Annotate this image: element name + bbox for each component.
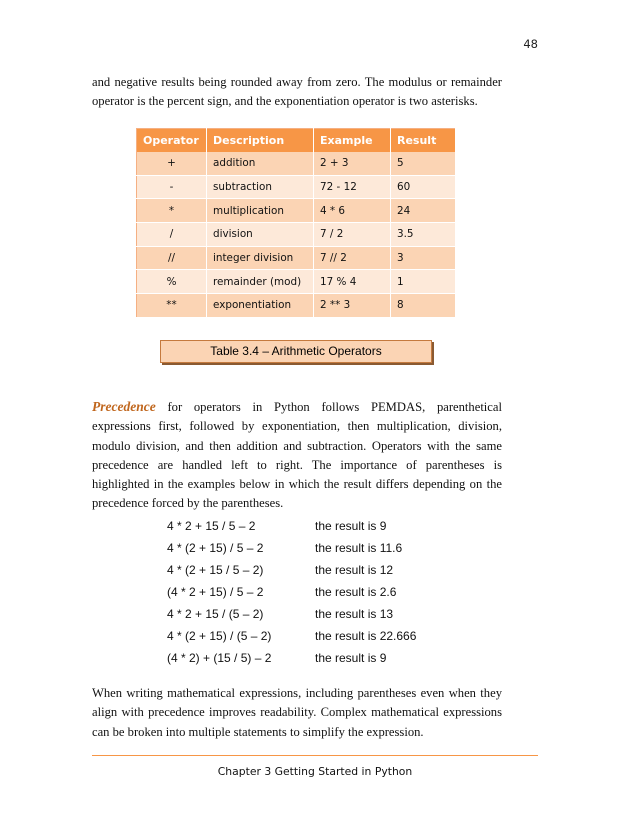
header-operator: Operator	[137, 129, 207, 153]
cell-description: division	[207, 223, 314, 247]
cell-operator: **	[137, 294, 207, 318]
cell-description: multiplication	[207, 199, 314, 223]
example-result: the result is 22.666	[315, 629, 417, 643]
intro-paragraph: and negative results being rounded away from zero. The modulus or remainder operator is the percent sign, and the exponentiation operator is two asterisks.	[92, 75, 502, 109]
cell-operator: +	[137, 152, 207, 175]
cell-operator: %	[137, 270, 207, 294]
cell-example: 17 % 4	[314, 270, 391, 294]
example-result: the result is 13	[315, 607, 394, 621]
cell-result: 60	[391, 175, 456, 199]
cell-result: 3	[391, 246, 456, 270]
cell-result: 5	[391, 152, 456, 175]
precedence-text: for operators in Python follows PEMDAS, parenthetical expressions first, followed by exponentiation, then multiplication, division, modulo division, and then addition and subtraction. Operators with the same precedence are handled left to right. The importance of parentheses is highlighted in the examples below in which the result differs depending on the precedence forced by the parentheses.	[92, 400, 502, 511]
header-result: Result	[391, 129, 456, 153]
table-row	[137, 246, 456, 270]
page-footer: Chapter 3 Getting Started in Python	[217, 765, 413, 778]
cell-description: remainder (mod)	[207, 270, 314, 294]
example-row	[167, 537, 467, 559]
example-result: the result is 9	[315, 651, 387, 665]
example-result: the result is 12	[315, 563, 394, 577]
example-expression: 4 * (2 + 15 / 5 – 2)	[167, 563, 264, 577]
example-result: the result is 9	[315, 519, 387, 533]
precedence-term: Precedence	[92, 399, 156, 414]
example-expression: (4 * 2) + (15 / 5) – 2	[167, 651, 272, 665]
cell-example: 2 ** 3	[314, 294, 391, 318]
cell-example: 2 + 3	[314, 152, 391, 175]
example-row	[167, 559, 467, 581]
cell-description: exponentiation	[207, 294, 314, 318]
precedence-examples	[167, 515, 467, 669]
header-example: Example	[314, 129, 391, 153]
example-row	[167, 603, 467, 625]
cell-operator: //	[137, 246, 207, 270]
cell-operator: *	[137, 199, 207, 223]
example-expression: (4 * 2 + 15) / 5 – 2	[167, 585, 264, 599]
closing-paragraph: When writing mathematical expressions, including parentheses even when they align with precedence improves readability. Complex mathematical expressions can be broken into multiple statements to simplify the expression.	[92, 686, 502, 739]
example-result: the result is 2.6	[315, 585, 397, 599]
cell-example: 4 * 6	[314, 199, 391, 223]
header-description: Description	[207, 129, 314, 153]
example-expression: 4 * 2 + 15 / 5 – 2	[167, 519, 256, 533]
cell-description: subtraction	[207, 175, 314, 199]
example-result: the result is 11.6	[315, 541, 403, 555]
example-expression: 4 * (2 + 15) / 5 – 2	[167, 541, 264, 555]
cell-operator: -	[137, 175, 207, 199]
cell-description: addition	[207, 152, 314, 175]
example-expression: 4 * (2 + 15) / (5 – 2)	[167, 629, 272, 643]
table-row	[137, 294, 456, 318]
table-row	[137, 175, 456, 199]
cell-operator: /	[137, 223, 207, 247]
example-row	[167, 647, 467, 669]
cell-result: 1	[391, 270, 456, 294]
table-caption: Table 3.4 – Arithmetic Operators	[160, 340, 432, 363]
example-expression: 4 * 2 + 15 / (5 – 2)	[167, 607, 264, 621]
table-row	[137, 223, 456, 247]
cell-result: 24	[391, 199, 456, 223]
footer-divider	[92, 755, 538, 756]
table-row	[137, 270, 456, 294]
cell-description: integer division	[207, 246, 314, 270]
example-row	[167, 625, 467, 647]
table-row	[137, 152, 456, 175]
table-header-row	[137, 129, 456, 153]
cell-result: 3.5	[391, 223, 456, 247]
cell-example: 7 // 2	[314, 246, 391, 270]
arithmetic-operators-table	[136, 128, 456, 318]
page-number: 48	[523, 37, 538, 51]
cell-result: 8	[391, 294, 456, 318]
example-row	[167, 515, 467, 537]
cell-example: 72 - 12	[314, 175, 391, 199]
table-row	[137, 199, 456, 223]
precedence-paragraph	[92, 397, 502, 514]
cell-example: 7 / 2	[314, 223, 391, 247]
example-row	[167, 581, 467, 603]
